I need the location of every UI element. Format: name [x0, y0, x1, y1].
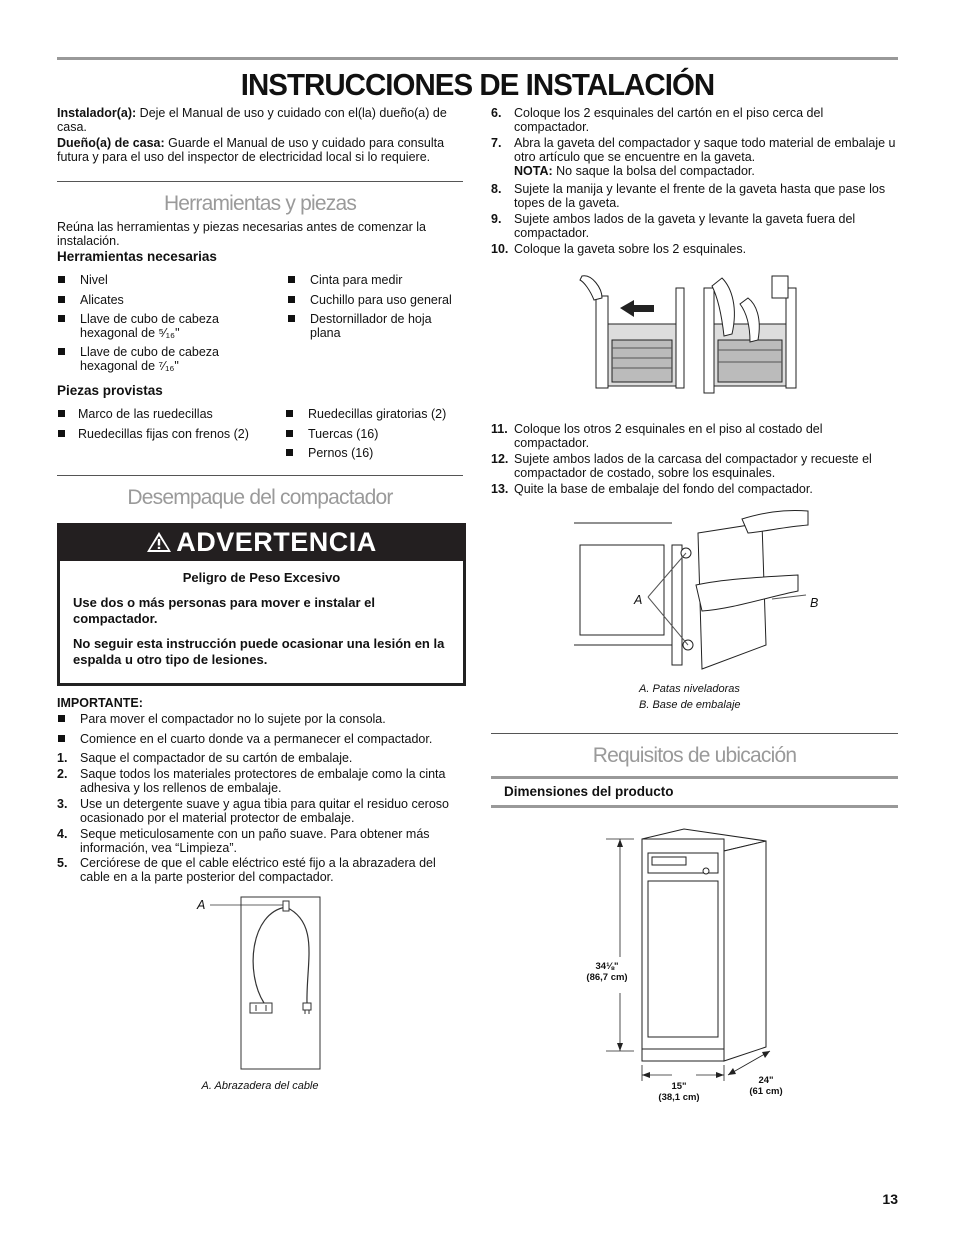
- step-number: 10.: [491, 242, 509, 256]
- page-title: INSTRUCCIONES DE INSTALACIÓN: [240, 67, 715, 102]
- dimensions-heading: Dimensiones del producto: [504, 784, 674, 799]
- shipping-base-figure: [572, 505, 822, 680]
- figure-label-a: A: [634, 593, 643, 607]
- step-item: [491, 482, 898, 496]
- step-text: Saque el compactador de su cartón de embalaje.: [80, 751, 353, 765]
- list-item: Ruedecillas giratorias (2): [285, 407, 463, 427]
- tools-heading: Herramientas necesarias: [57, 249, 217, 264]
- list-item: Ruedecillas fijas con frenos (2): [57, 427, 287, 441]
- step-text: Seque meticulosamente con un paño suave. Para obtener más información, vea “Limpieza”.: [80, 827, 430, 855]
- step-text: Saque todos los materiales protectores de embalaje como la cinta adhesiva y los rellenos de embalaje.: [80, 767, 446, 795]
- width-label: 15": [671, 1081, 687, 1092]
- step-text: Coloque la gaveta sobre los 2 esquinales.: [514, 242, 747, 256]
- list-item: Llave de cubo de cabeza hexagonal de ⁵⁄₁₆": [57, 312, 257, 345]
- step-text: Use un detergente suave y agua tibia para quitar el residuo ceroso ocasionado por el material protector de embalaje.: [80, 797, 449, 825]
- step-text: Coloque los 2 esquinales del cartón en el piso cerca del compactador.: [514, 106, 824, 134]
- step-number: 12.: [491, 452, 509, 466]
- important-list: [57, 712, 463, 746]
- list-item: Nivel: [57, 273, 257, 293]
- list-item: Cuchillo para uso general: [287, 293, 463, 312]
- step-number: 8.: [491, 182, 502, 196]
- owner-label: Dueño(a) de casa:: [57, 136, 165, 150]
- step-number: 9.: [491, 212, 502, 226]
- step-number: 11.: [491, 422, 508, 436]
- figure-label-b: B: [810, 596, 819, 610]
- step-number: 6.: [491, 106, 502, 120]
- step-item: [491, 106, 898, 136]
- top-rule: [57, 57, 898, 60]
- step-item: [57, 767, 463, 797]
- note-label: NOTA:: [514, 164, 553, 178]
- step-number: 5.: [57, 856, 68, 870]
- tools-list-left: [57, 273, 257, 373]
- note-text: No saque la bolsa del compactador.: [552, 164, 755, 178]
- list-item: Para mover el compactador no lo sujete por la consola.: [57, 712, 463, 732]
- owner-text: Guarde el Manual de uso y cuidado para consulta futura y para el uso del inspector de electricidad local si lo requiere.: [57, 136, 445, 164]
- step-number: 7.: [491, 136, 502, 150]
- step-item: [491, 452, 898, 482]
- step-text: Sujete la manija y levante el frente de la gaveta hasta que pase los topes de la gaveta.: [514, 182, 886, 210]
- step-item: [491, 136, 898, 182]
- step-item: [491, 182, 898, 212]
- step-number: 1.: [57, 751, 68, 765]
- parts-list-left: [57, 407, 287, 441]
- divider: [57, 181, 463, 182]
- step-number: 13.: [491, 482, 509, 496]
- step-text: Cerciórese de que el cable eléctrico esté fijo a la abrazadera del cable en a la parte posterior del compactador.: [80, 856, 436, 884]
- step-text: Abra la gaveta del compactador y saque todo material de embalaje u otro artículo que se encuentre en la gaveta.: [514, 136, 896, 164]
- list-item: Comience en el cuarto donde va a permanecer el compactador.: [57, 732, 463, 746]
- step-item: [57, 827, 463, 856]
- intro-installer: [57, 106, 463, 134]
- list-item: Llave de cubo de cabeza hexagonal de ⁷⁄₁₆": [57, 345, 257, 373]
- width-cm: (38,1 cm): [658, 1091, 700, 1103]
- step-item: [57, 856, 463, 884]
- list-item: Cinta para medir: [287, 273, 463, 293]
- intro-owner: [57, 136, 463, 164]
- depth-dimension: [742, 1076, 790, 1098]
- step-text: Sujete ambos lados de la carcasa del compactador y recueste el compactador de costado, sobre los esquinales.: [514, 452, 872, 480]
- step-number: 4.: [57, 827, 68, 841]
- warning-icon: [146, 530, 172, 554]
- step-number: 2.: [57, 767, 68, 781]
- tools-intro: Reúna las herramientas y piezas necesarias antes de comenzar la instalación.: [57, 220, 426, 248]
- figure-caption-a: A. Patas niveladoras: [639, 683, 740, 695]
- step-number: 3.: [57, 797, 68, 811]
- step-text: Quite la base de embalaje del fondo del compactador.: [514, 482, 813, 496]
- step-item: [491, 212, 898, 242]
- warning-line-2: No seguir esta instrucción puede ocasionar una lesión en la espalda u otro tipo de lesiones.: [73, 636, 445, 668]
- tools-section-title: Herramientas y piezas: [163, 192, 357, 215]
- step-text: Coloque los otros 2 esquinales en el piso al costado del compactador.: [514, 422, 823, 450]
- product-dimensions-figure: [590, 825, 790, 1085]
- warning-line-1: Use dos o más personas para mover e instalar el compactador.: [73, 595, 376, 627]
- list-item: Destornillador de hoja plana: [287, 312, 463, 340]
- subheading-rule-top: [491, 776, 898, 779]
- height-cm: (86,7 cm): [586, 971, 628, 983]
- installer-label: Instalador(a):: [57, 106, 137, 120]
- steps-left: [57, 751, 463, 884]
- warning-label: ADVERTENCIA: [176, 527, 377, 557]
- warning-header: [57, 523, 466, 561]
- figure-caption-b: B. Base de embalaje: [639, 699, 741, 711]
- list-item: Alicates: [57, 293, 257, 312]
- steps-right-b: [491, 422, 898, 496]
- step-text: Sujete ambos lados de la gaveta y levante la gaveta fuera del compactador.: [514, 212, 856, 240]
- divider: [57, 475, 463, 476]
- location-section-title: Requisitos de ubicación: [592, 744, 797, 767]
- tools-list-right: [287, 273, 463, 340]
- height-label: 34⅛": [595, 961, 619, 972]
- step-item: [491, 422, 898, 452]
- parts-list-right: [285, 407, 463, 460]
- unpack-section-title: Desempaque del compactador: [127, 486, 393, 509]
- divider: [491, 733, 898, 734]
- figure-label-a: A: [197, 898, 206, 912]
- cable-clamp-figure: [190, 893, 330, 1073]
- subheading-rule-bottom: [491, 805, 898, 808]
- important-label: IMPORTANTE:: [57, 696, 143, 710]
- depth-cm: (61 cm): [749, 1085, 783, 1097]
- drawer-removal-figure: [572, 268, 822, 403]
- installer-text: Deje el Manual de uso y cuidado con el(la) dueño(a) de casa.: [57, 106, 447, 134]
- page-number: 13: [882, 1191, 898, 1207]
- list-item: Marco de las ruedecillas: [57, 407, 287, 427]
- figure-caption: A. Abrazadera del cable: [201, 1080, 319, 1092]
- width-dimension: [651, 1082, 707, 1104]
- step-item: [57, 797, 463, 827]
- warning-title: Peligro de Peso Excesivo: [182, 570, 341, 585]
- depth-label: 24": [758, 1075, 774, 1086]
- step-item: [57, 751, 463, 767]
- list-item: Pernos (16): [285, 446, 463, 460]
- steps-right-a: [491, 106, 898, 256]
- list-item: Tuercas (16): [285, 427, 463, 446]
- parts-heading: Piezas provistas: [57, 383, 163, 398]
- height-dimension: [582, 962, 632, 984]
- step-item: [491, 242, 898, 256]
